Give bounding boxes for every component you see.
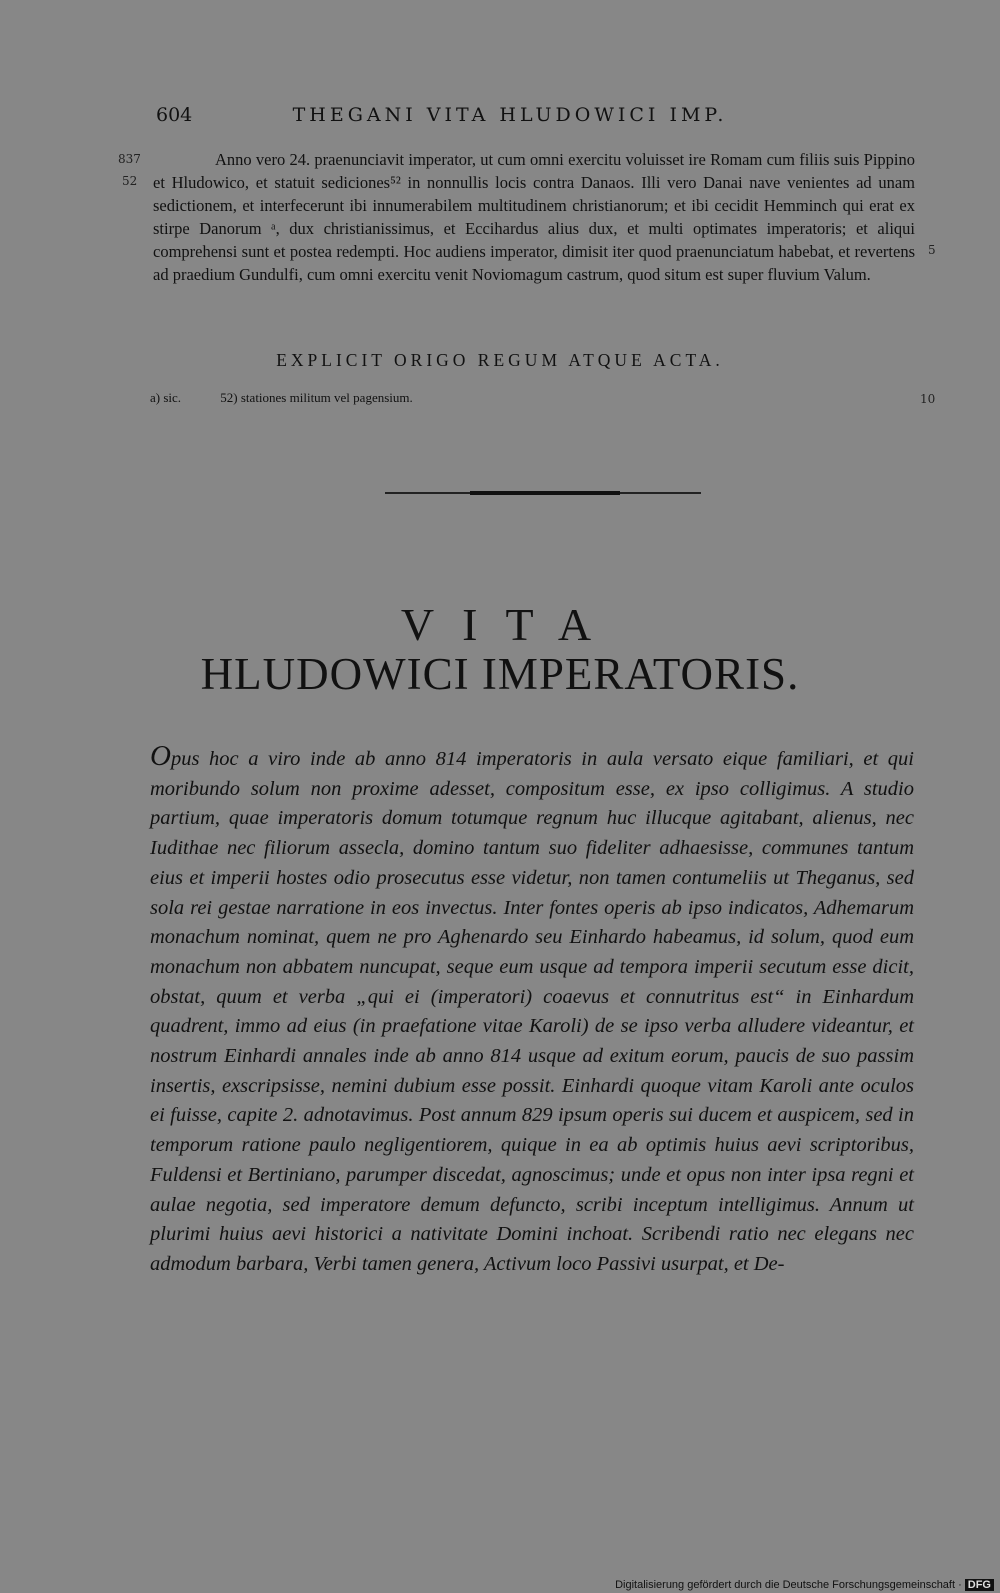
page-number: 604 (156, 104, 193, 126)
dropcap: O (150, 740, 171, 772)
upper-paragraph: Anno vero 24. praenunciavit imperator, ut cum omni exercitu voluisset ire Romam cum filiis suis Pippino et Hludowico, et statuit sediciones⁵² in nonnullis locis contra Danaos. Illi vero Danai nave venientes ad unam sedictionem, et interfecerunt ibi innumerabilem multitudinem christianorum; et ibi cecidit Hemminch qui erat ex stirpe Danorum ᵃ, dux christianissimus, et Eccihardus alius dux, et multi optimates imperatoris; et aliqui comprehensi sunt et postea redempti. Hoc audiens imperator, dimisit iter quod praenunciatum habebat, et revertens ad praedium Gundulfi, cum omni exercitu venit Noviomagum castrum, quod situm est super fluvium Valum. (153, 150, 915, 284)
line-number-10: 10 (920, 392, 936, 406)
footer-text: Digitalisierung gefördert durch die Deutsche Forschungsgemeinschaft · (615, 1579, 962, 1591)
section-divider-thick (470, 491, 620, 495)
line-number-5: 5 (928, 243, 936, 257)
intro-text-block (150, 742, 914, 1280)
page-header (0, 104, 1000, 134)
footnote-a: a) sic. (150, 390, 182, 405)
margin-note-ref: 52 (122, 174, 138, 188)
dfg-logo: DFG (965, 1579, 994, 1591)
explicit-line: EXPLICIT ORIGO REGUM ATQUE ACTA. (276, 350, 724, 370)
sub-title: HLUDOWICI IMPERATORIS. (200, 649, 800, 699)
running-title: THEGANI VITA HLUDOWICI IMP. (292, 104, 728, 126)
main-title: VITA (400, 599, 620, 650)
margin-year: 837 (118, 152, 141, 166)
upper-text-block (153, 148, 915, 286)
intro-text: pus hoc a viro inde ab anno 814 imperatoris in aula versato eique familiari, et qui moribundo solum non proxime adesset, compositum esse, ex ipso colligimus. A studio partium, quae imperatoris domum totumque regnum huc illucque agitabant, alienus, nec Iudithae nec filiorum assecla, domino tantum suo fideliter adhaesisse, communes tantum eius et imperii hostes odio prosecutus esse videtur, non tamen contumeliis ut Theganus, sed sola rei gestae narratione in eos invectus. Inter fontes operis ab ipso indicatos, Adhemarum monachum nominat, quem ne pro Aghenardo seu Einhardo habeamus, id solum, quod eum monachum non abbatem nuncupat, seque eum usque ad tempora imperii secutum esse dicit, obstat, quum et verba „qui ei (imperatori) coaevus et connutritus est“ in Einhardum quadrent, immo ad eius (in praefatione vitae Karoli) de se ipso verba alludere videantur, et nostrum Einhardi annales inde ab anno 814 usque ad exitum eorum, paucis de suo passim insertis, exscripsisse, nemini dubium esse possit. Einhardi quoque vitam Karoli ante oculos ei fuisse, capite 2. adnotavimus. Post annum 829 ipsum operis sui ducem et auspicem, sed in temporum ratione paulo negligentiorem, quique in ea ab optimis huius aevi scriptoribus, Fuldensi et Bertiniano, parumper discedat, agnoscimus; unde et opus non inter ipsa regni et aulae negotia, sed imperatore demum defuncto, scribi inceptum intelligimus. Annum ut plurimi huius aevi historici a nativitate Domini inchoat. Scribendi ratio nec elegans nec admodum barbara, Verbi tamen genera, Activum loco Passivi usurpat, et De- (150, 748, 914, 1275)
footnote-52: 52) stationes militum vel pagensium. (220, 390, 413, 405)
footnotes (150, 390, 930, 406)
footer (615, 1579, 994, 1591)
intro-paragraph (150, 742, 914, 1280)
